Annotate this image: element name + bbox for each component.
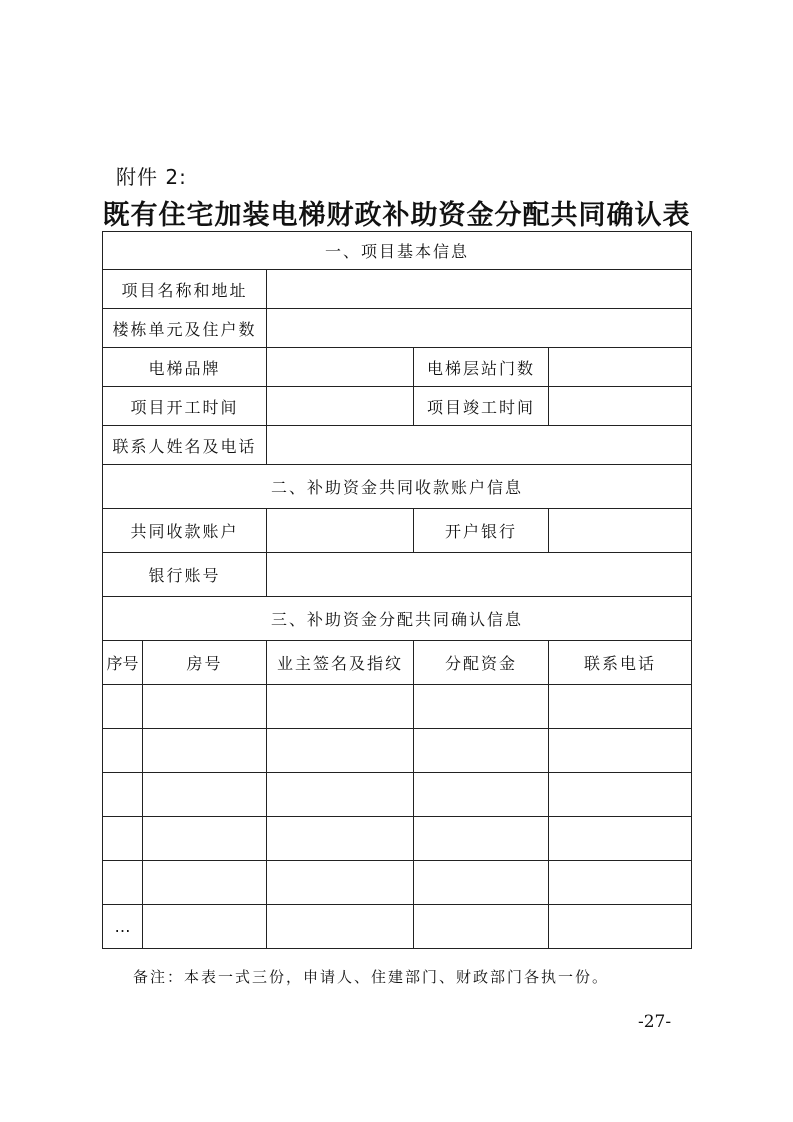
contact-label: 联系人姓名及电话 [103,426,267,465]
table-row [103,729,692,773]
section1-heading: 一、项目基本信息 [103,232,692,270]
joint-account-label: 共同收款账户 [103,509,267,553]
table-row [103,817,692,861]
table-cell [267,817,414,861]
table-cell [103,817,143,861]
table-cell [143,905,267,949]
page-title: 既有住宅加装电梯财政补助资金分配共同确认表 [102,200,691,231]
table-cell [549,817,692,861]
section3-heading: 三、补助资金分配共同确认信息 [103,597,692,641]
completion-time-field [549,387,692,426]
column-header: 房号 [143,641,267,685]
table-cell [143,773,267,817]
start-time-field [267,387,414,426]
table-row [103,773,692,817]
schedule-row [103,387,692,426]
project-name-row [103,270,692,309]
elevator-floors-label: 电梯层站门数 [414,348,549,387]
table-cell [103,729,143,773]
section1-header-row [103,232,692,270]
page-number: -27- [638,1012,672,1032]
confirmation-form-table [102,231,692,949]
table-cell [267,861,414,905]
table-cell [143,729,267,773]
table-cell [549,773,692,817]
table-cell [103,861,143,905]
table-cell [549,905,692,949]
table-cell [549,861,692,905]
contact-row [103,426,692,465]
start-time-label: 项目开工时间 [103,387,267,426]
table-cell [414,685,549,729]
column-header: 序号 [103,641,143,685]
completion-time-label: 项目竣工时间 [414,387,549,426]
account-number-field [267,553,692,597]
attachment-label: 附件 2: [116,165,187,189]
table-cell [549,685,692,729]
table-cell [143,817,267,861]
project-name-address-label: 项目名称和地址 [103,270,267,309]
section2-heading: 二、补助资金共同收款账户信息 [103,465,692,509]
section2-header-row [103,465,692,509]
table-cell [414,861,549,905]
elevator-brand-field [267,348,414,387]
elevator-brand-label: 电梯品牌 [103,348,267,387]
section3-header-row [103,597,692,641]
table-cell [143,861,267,905]
building-info-row [103,309,692,348]
table-cell [267,905,414,949]
elevator-row [103,348,692,387]
footnote: 备注：本表一式三份，申请人、住建部门、财政部门各执一份。 [133,968,610,986]
allocation-column-header-row [103,641,692,685]
table-cell [267,685,414,729]
bank-field [549,509,692,553]
table-cell [414,729,549,773]
bank-label: 开户银行 [414,509,549,553]
elevator-floors-field [549,348,692,387]
column-header: 联系电话 [549,641,692,685]
table-cell [267,773,414,817]
table-cell [143,685,267,729]
building-info-field [267,309,692,348]
account-number-label: 银行账号 [103,553,267,597]
table-cell [267,729,414,773]
project-name-address-field [267,270,692,309]
column-header: 业主签名及指纹 [267,641,414,685]
joint-account-field [267,509,414,553]
column-header: 分配资金 [414,641,549,685]
table-cell [414,905,549,949]
contact-field [267,426,692,465]
table-row [103,905,692,949]
table-row [103,861,692,905]
ellipsis-cell: … [103,905,143,949]
table-cell [103,773,143,817]
building-info-label: 楼栋单元及住户数 [103,309,267,348]
account-number-row [103,553,692,597]
table-cell [414,817,549,861]
table-row [103,685,692,729]
account-row [103,509,692,553]
table-cell [103,685,143,729]
table-cell [414,773,549,817]
table-cell [549,729,692,773]
